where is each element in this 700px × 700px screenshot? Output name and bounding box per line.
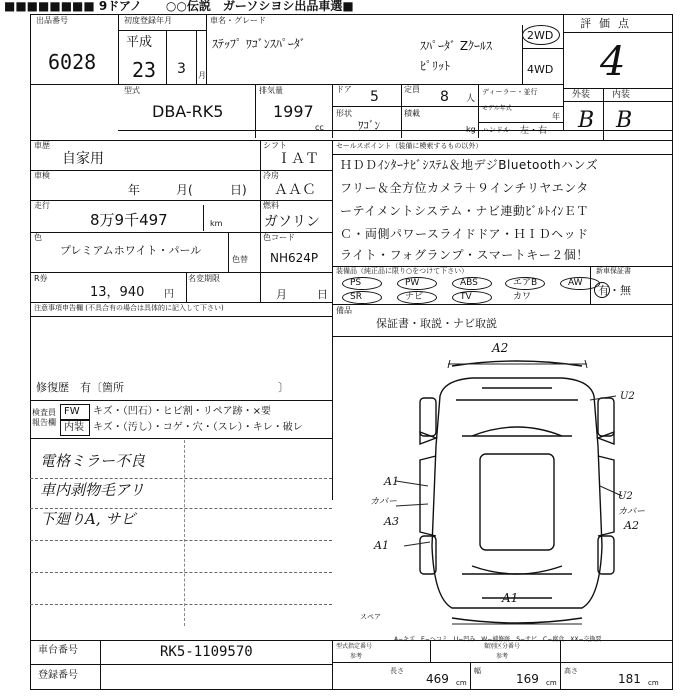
fuel-label: 燃料 [263, 201, 279, 210]
steering-value: 左・右 [520, 126, 548, 136]
steering-label: ハンドル [482, 126, 510, 134]
body-shape-label: 形状 [336, 109, 352, 118]
registration-era: 平成 [126, 35, 153, 50]
accessories-value: 保証書・取説・ナビ取説 [376, 317, 497, 330]
color-value: プレミアムホワイト・パール [60, 244, 202, 257]
sales-line-1: ＨＤＤｲﾝﾀｰﾅﾋﾞｼｽﾃﾑ＆地デジBluetoothハンズ [340, 158, 599, 172]
equipment-option-circle [342, 277, 382, 290]
class-label: 類別区分番号 [484, 643, 521, 650]
drive-4wd: 4WD [527, 63, 554, 76]
height-label: 高さ [564, 667, 578, 675]
equipment-option: TV [460, 292, 472, 302]
name-change-day: 日 [317, 288, 328, 301]
width-unit: cm [546, 679, 557, 687]
sales-line-2: フリー＆全方位カメラ＋９インチリヤエンタ [340, 181, 589, 195]
score-label: 評価点 [580, 17, 637, 30]
equipment-option: エアB [513, 278, 538, 288]
damage-mark-cover-right: カバー [618, 507, 646, 517]
exterior-score: B [578, 108, 595, 133]
color-code-value: NH624P [270, 251, 319, 265]
damage-mark-a1-bottom: A1 [502, 591, 519, 605]
type-label: 型式 [124, 86, 140, 95]
handwritten-note-2: 車内剥物毛アリ [40, 481, 145, 499]
mileage-unit: km [210, 219, 223, 228]
model-year-unit: 年 [552, 112, 560, 121]
sales-line-3: ーテイメントシステム・ナビ連動ﾋﾞﾙﾄｲﾝＥＴ [340, 204, 589, 218]
length-label: 長さ [390, 667, 404, 675]
load-label: 積載 [404, 109, 420, 118]
damage-mark-u2-mid: U2 [618, 491, 633, 502]
header-text: ■■■■■■■■ 9ドアノ ○○伝説 ガーソシヨシ出品車選■ [4, 0, 354, 13]
dealer-label: ディーラー・並行 [482, 88, 538, 96]
model-label: 車名・グレード [210, 16, 266, 25]
fw-items: キズ・（凹石）・ヒビ割・リペア跡・×要 [93, 406, 271, 417]
aircon-label: 冷房 [263, 171, 279, 180]
color-change-label: 色替 [232, 255, 248, 264]
class-ref: 参考 [496, 653, 509, 660]
accessories-label: 備品 [336, 306, 352, 315]
lot-number: 6028 [48, 50, 97, 74]
width-label: 幅 [474, 667, 481, 675]
equipment-option: ナビ [405, 292, 424, 302]
inspection-label: 車検 [34, 171, 50, 180]
registration-year: 23 [132, 58, 157, 82]
recycle-unit: 円 [164, 289, 174, 300]
fuel-value: ガソリン [264, 214, 320, 230]
load-unit: kg [466, 125, 476, 134]
shift-value: ＩＡＴ [277, 151, 319, 167]
damage-mark-cover-left: カバー [370, 497, 398, 507]
capacity-label: 定員 [404, 85, 420, 94]
damage-mark-a1-left: A1 [384, 475, 399, 488]
mileage-value: 8万9千497 [90, 211, 168, 229]
inspection-year: 年 [128, 183, 141, 197]
handwritten-note-3: 下廻りA, サビ [40, 510, 136, 528]
damage-mark-a2-top: A2 [492, 341, 509, 355]
model-grade-1: ｽﾊﾟｰﾀﾞ Zｸｰﾙｽ [420, 39, 493, 53]
type-value: DBA-RK5 [152, 102, 224, 121]
type-spec-ref: 参考 [350, 653, 363, 660]
equipment-option: ABS [460, 278, 478, 288]
equipment-option: AW [568, 278, 583, 288]
int-items: キズ・（汚し）・コゲ・穴・（スレ）・キレ・破レ [93, 422, 303, 433]
capacity-value: 8 [440, 89, 449, 105]
drive-2wd: 2WD [527, 29, 554, 42]
registration-label: 初度登録年月 [124, 16, 172, 25]
height-value: 181 [618, 672, 641, 686]
registration-month-unit: 月 [198, 71, 206, 80]
color-code-label: 色コード [263, 233, 295, 242]
doors-value: 5 [370, 89, 379, 105]
registration-number-label: 登録番号 [38, 670, 78, 681]
score-value: 4 [600, 39, 626, 85]
body-shape-value: ﾜｺﾞﾝ [358, 119, 380, 132]
sales-points-label: セールスポイント（装備に模索するもの以外） [336, 142, 483, 150]
type-spec-label: 型式指定番号 [336, 643, 373, 650]
width-value: 169 [516, 672, 539, 686]
recycle-label: R券 [34, 274, 48, 283]
displacement-unit: cc [315, 123, 324, 132]
doors-label: ドア [336, 85, 352, 94]
model-year-label: モデル年式 [482, 105, 512, 112]
damage-mark-a2-right: A2 [624, 519, 639, 532]
equipment-option-circle [342, 291, 382, 304]
new-car-warranty-label: 新車保証書 [596, 267, 631, 275]
equipment-option: PS [350, 278, 362, 288]
exterior-label: 外装 [572, 90, 591, 100]
displacement-value: 1997 [273, 102, 314, 121]
sales-line-5: ライト・フォグランプ・スマートキー２個！ [340, 248, 589, 262]
equipment-option-circle [452, 291, 492, 304]
aircon-value: ＡＡＣ [274, 182, 316, 198]
shift-label: シフト [263, 141, 287, 150]
chassis-label: 車台番号 [38, 645, 78, 656]
height-unit: cm [648, 679, 659, 687]
new-car-warranty-value: 有・無 [598, 284, 631, 297]
mileage-label: 走行 [34, 201, 50, 210]
name-change-month: 月 [276, 288, 287, 301]
inspection-day: 日) [230, 183, 247, 197]
damage-mark-a3: A3 [384, 515, 399, 528]
name-change-label: 名変期限 [188, 274, 220, 283]
model-grade-2: ﾋﾟﾘｯﾄ [420, 59, 451, 73]
equipment-option: PW [405, 278, 420, 288]
notes-label: 注意事項申告欄 (不具合有の場合は具体的に記入して下さい) [34, 304, 224, 312]
displacement-label: 排気量 [259, 86, 283, 95]
registration-month: 3 [177, 61, 186, 77]
chassis-value: RK5-1109570 [160, 644, 253, 660]
model-name: ｽﾃｯﾌﾟ ﾜｺﾞﾝｽﾊﾟｰﾀﾞ [212, 37, 306, 51]
inspection-month: 月( [176, 183, 193, 197]
lot-number-label: 出品番号 [36, 16, 68, 25]
equipment-label: 装備品（純正品に限り○をつけて下さい） [336, 267, 469, 275]
damage-legend: A−キズ E−ヘコミ U−凹み W−補修跡 S−サビ C−腐食 XX−交換要 [394, 636, 602, 643]
repair-history: 修復歴 有〔箇所 〕 [36, 381, 289, 394]
capacity-unit: 人 [466, 94, 476, 104]
equipment-option: カワ [513, 292, 532, 302]
usage-label: 車歴 [34, 141, 50, 150]
inspector-label: 検査員報告欄 [32, 408, 56, 427]
interior-label: 内装 [612, 90, 631, 100]
damage-mark-u2-right: U2 [620, 391, 635, 402]
length-value: 469 [426, 672, 449, 686]
usage-value: 自家用 [62, 151, 104, 167]
spare-label: スペア [360, 613, 381, 621]
equipment-option: SR [350, 292, 362, 302]
interior-score: B [616, 108, 633, 133]
damage-mark-a1-lower: A1 [374, 539, 389, 552]
sales-line-4: Ｃ・両側パワースライドドア・ＨＩＤヘッド [340, 227, 589, 241]
length-unit: cm [456, 679, 467, 687]
color-label: 色 [34, 233, 42, 242]
int-label: 内装 [64, 422, 84, 433]
fw-label: FW [64, 406, 80, 417]
handwritten-note-1: 電格ミラー不良 [40, 452, 146, 470]
recycle-value: 13，940 [90, 285, 145, 300]
